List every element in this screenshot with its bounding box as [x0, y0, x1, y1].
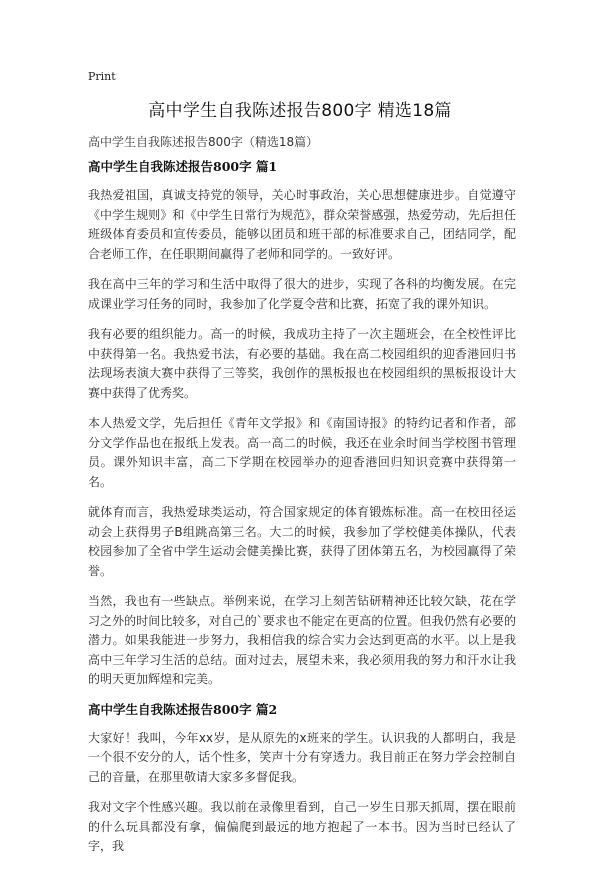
page-subtitle: 高中学生自我陈述报告800字（精选18篇）	[88, 135, 319, 149]
section-heading: 高中学生自我陈述报告800字 篇1	[88, 159, 278, 174]
paragraph: 本人热爱文学，先后担任《青年文学报》和《南国诗报》的特约记者和作者，部分文学作品也在报纸上发表。高一高二的时候，我还在业余时间当学校图书管理员。课外知识丰富，高二下学期在校园举办的迎香港回归知识竞赛中获得第一名。	[88, 416, 516, 489]
paragraph: 当然，我也有一些缺点。举例来说，在学习上刻苦钻研精神还比较欠缺，花在学习之外的时间比较多，对自己的`要求也不能定在更高的位置。但我仍然有必要的潜力。如果我能进一步努力，我相信我的综合实力会达到更高的水平。以上是我高中三年学习生活的总结。面对过去，展望未来，我必须用我的努力和汗水让我的明天更加辉煌和完美。	[88, 594, 516, 686]
print-link[interactable]: Print	[88, 70, 116, 83]
paragraph: 就体育而言，我热爱球类运动，符合国家规定的体育锻炼标准。高一在校田径运动会上获得男子B组跳高第三名。大二的时候，我参加了学校健美体操队，代表校园参加了全省中学生运动会健美操比赛，获得了团体第五名，为校园赢得了荣誉。	[88, 505, 516, 578]
page-title: 高中学生自我陈述报告800字 精选18篇	[148, 101, 452, 121]
paragraph: 我对文字个性感兴趣。我以前在录像里看到，自己一岁生日那天抓周，摆在眼前的什么玩具都没有拿，偏偏爬到最远的地方抱起了一本书。因为当时已经认了字，我	[88, 800, 516, 853]
paragraph: 我在高中三年的学习和生活中取得了很大的进步，实现了各科的均衡发展。在完成课业学习任务的同时，我参加了化学夏令营和比赛，拓宽了我的课外知识。	[88, 277, 516, 311]
paragraph: 大家好！我叫，今年xx岁，是从原先的x班来的学生。认识我的人都明白，我是一个很不安分的人，话个性多，笑声十分有穿透力。我目前正在努力学会控制自己的音量，在那里敬请大家多多督促我。	[88, 730, 516, 784]
section-2	[88, 701, 516, 875]
section-heading: 高中学生自我陈述报告800字 篇2	[88, 701, 278, 717]
paragraph: 我有必要的组织能力。高一的时候，我成功主持了一次主题班会，在全校性评比中获得第一名。我热爱书法，有必要的基础。我在高二校园组织的迎香港回归书法现场表演大赛中获得了三等奖，我创作的黑板报也在校园组织的黑板报设计大赛中获得了优秀奖。	[88, 327, 516, 400]
paragraph: 我热爱祖国，真诚支持党的领导，关心时事政治，关心思想健康进步。自觉遵守《中学生规则》和《中学生日常行为规范》，群众荣誉感强，热爱劳动，先后担任班级体育委员和宣传委员，能够以团员和班干部的标准要求自己，团结同学，配合老师工作，在任职期间赢得了老师和同学的。一致好评。	[88, 188, 516, 261]
section-1	[88, 158, 516, 690]
